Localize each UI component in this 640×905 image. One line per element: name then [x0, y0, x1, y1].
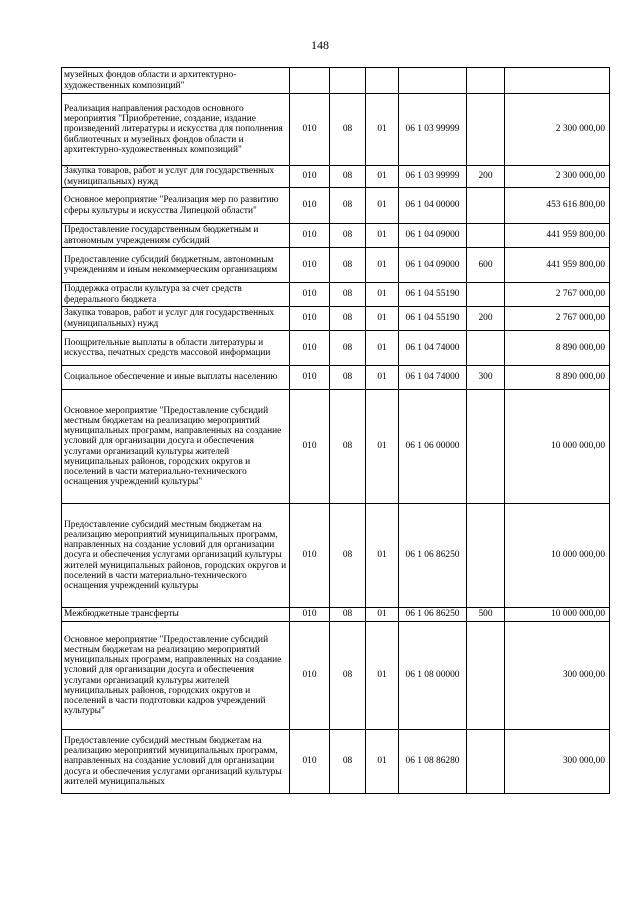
cell-amount: [505, 68, 610, 94]
cell-description: Поощрительные выплаты в области литературы и искусства, печатных средств массовой информации: [62, 331, 290, 366]
cell-csr: 06 1 04 55190: [399, 283, 467, 307]
cell-amount: 8 890 000,00: [505, 366, 610, 390]
cell-amount: 10 000 000,00: [505, 390, 610, 504]
cell-gr: 010: [290, 730, 330, 794]
cell-amount: 441 959 800,00: [505, 248, 610, 283]
cell-amount: 2 767 000,00: [505, 283, 610, 307]
cell-gr: 010: [290, 224, 330, 248]
cell-pr: 01: [366, 608, 399, 622]
cell-gr: 010: [290, 94, 330, 166]
cell-csr: 06 1 03 99999: [399, 166, 467, 188]
cell-csr: 06 1 06 86250: [399, 608, 467, 622]
cell-vr: [467, 730, 505, 794]
cell-rz: [330, 68, 366, 94]
cell-amount: 10 000 000,00: [505, 504, 610, 608]
cell-rz: 08: [330, 248, 366, 283]
cell-pr: 01: [366, 307, 399, 331]
cell-gr: 010: [290, 366, 330, 390]
cell-rz: 08: [330, 390, 366, 504]
table-row: [62, 331, 610, 366]
cell-gr: 010: [290, 331, 330, 366]
cell-rz: 08: [330, 366, 366, 390]
cell-csr: 06 1 06 86250: [399, 504, 467, 608]
cell-gr: 010: [290, 248, 330, 283]
cell-csr: 06 1 04 09000: [399, 248, 467, 283]
cell-vr: [467, 188, 505, 224]
cell-description: Предоставление государственным бюджетным и автономным учреждениям субсидий: [62, 224, 290, 248]
page-number: 148: [311, 38, 329, 52]
cell-csr: [399, 68, 467, 94]
cell-rz: 08: [330, 504, 366, 608]
cell-gr: [290, 68, 330, 94]
cell-vr: [467, 331, 505, 366]
cell-vr: 300: [467, 366, 505, 390]
cell-pr: 01: [366, 188, 399, 224]
cell-csr: 06 1 04 55190: [399, 307, 467, 331]
cell-pr: 01: [366, 166, 399, 188]
cell-description: Закупка товаров, работ и услуг для государственных (муниципальных) нужд: [62, 307, 290, 331]
cell-pr: 01: [366, 390, 399, 504]
cell-description: Социальное обеспечение и иные выплаты населению: [62, 366, 290, 390]
cell-vr: [467, 224, 505, 248]
cell-csr: 06 1 08 86280: [399, 730, 467, 794]
cell-vr: [467, 622, 505, 730]
cell-vr: [467, 94, 505, 166]
cell-gr: 010: [290, 307, 330, 331]
table-row: [62, 730, 610, 794]
cell-amount: 300 000,00: [505, 730, 610, 794]
cell-csr: 06 1 04 00000: [399, 188, 467, 224]
cell-pr: 01: [366, 504, 399, 608]
table-row: [62, 622, 610, 730]
cell-amount: 2 300 000,00: [505, 166, 610, 188]
table-row: [62, 283, 610, 307]
cell-rz: 08: [330, 608, 366, 622]
cell-csr: 06 1 04 74000: [399, 331, 467, 366]
cell-amount: 453 616 800,00: [505, 188, 610, 224]
table-row: [62, 366, 610, 390]
cell-description: Реализация направления расходов основного мероприятия "Приобретение, создание, издание произведений литературы и искусства для пополнения библиотечных и музейных фондов области и архитектурно-художественных композиций": [62, 94, 290, 166]
cell-csr: 06 1 03 99999: [399, 94, 467, 166]
cell-amount: 10 000 000,00: [505, 608, 610, 622]
cell-vr: 500: [467, 608, 505, 622]
cell-description: Основное мероприятие "Реализация мер по развитию сферы культуры и искусства Липецкой области": [62, 188, 290, 224]
cell-rz: 08: [330, 622, 366, 730]
cell-amount: 441 959 800,00: [505, 224, 610, 248]
cell-amount: 2 300 000,00: [505, 94, 610, 166]
table-row: [62, 224, 610, 248]
cell-gr: 010: [290, 504, 330, 608]
cell-rz: 08: [330, 283, 366, 307]
cell-rz: 08: [330, 307, 366, 331]
table-row: [62, 166, 610, 188]
cell-pr: [366, 68, 399, 94]
cell-pr: 01: [366, 283, 399, 307]
cell-vr: [467, 390, 505, 504]
cell-description: Предоставление субсидий местным бюджетам на реализацию мероприятий муниципальных программ, направленных на создание условий для организации досуга и обеспечения услугами организаций культуры жителей муниципальных районов, городских округов и поселений в части материально-технического оснащения учреждений культуры: [62, 504, 290, 608]
cell-csr: 06 1 08 00000: [399, 622, 467, 730]
cell-amount: 300 000,00: [505, 622, 610, 730]
cell-rz: 08: [330, 166, 366, 188]
cell-gr: 010: [290, 622, 330, 730]
cell-description: Предоставление субсидий бюджетным, автономным учреждениям и иным некоммерческим организациям: [62, 248, 290, 283]
cell-pr: 01: [366, 622, 399, 730]
cell-vr: 200: [467, 166, 505, 188]
cell-gr: 010: [290, 390, 330, 504]
cell-rz: 08: [330, 224, 366, 248]
cell-rz: 08: [330, 331, 366, 366]
table-row: [62, 504, 610, 608]
cell-vr: 600: [467, 248, 505, 283]
cell-gr: 010: [290, 608, 330, 622]
cell-description: Основное мероприятие "Предоставление субсидий местным бюджетам на реализацию мероприятий муниципальных программ, направленных на создание условий для организации досуга и обеспечения услугами организаций культуры жителей муниципальных районов, городских округов и поселений в части подготовки кадров учреждений культуры": [62, 622, 290, 730]
cell-csr: 06 1 06 00000: [399, 390, 467, 504]
cell-description: Предоставление субсидий местным бюджетам на реализацию мероприятий муниципальных программ, направленных на создание условий для организации досуга и обеспечения услугами организаций культуры жителей муниципальных: [62, 730, 290, 794]
table-row: [62, 608, 610, 622]
cell-csr: 06 1 04 09000: [399, 224, 467, 248]
table-row: [62, 94, 610, 166]
cell-vr: [467, 504, 505, 608]
cell-amount: 8 890 000,00: [505, 331, 610, 366]
cell-description: Поддержка отрасли культура за счет средств федерального бюджета: [62, 283, 290, 307]
cell-pr: 01: [366, 366, 399, 390]
table-row: [62, 68, 610, 94]
cell-gr: 010: [290, 166, 330, 188]
cell-rz: 08: [330, 188, 366, 224]
cell-pr: 01: [366, 94, 399, 166]
cell-rz: 08: [330, 730, 366, 794]
cell-description: Основное мероприятие "Предоставление субсидий местным бюджетам на реализацию мероприятий муниципальных программ, направленных на создание условий для организации досуга и обеспечения услугами организаций культуры жителей муниципальных районов, городских округов и поселений в части материально-технического оснащения учреждений культуры": [62, 390, 290, 504]
cell-pr: 01: [366, 248, 399, 283]
table-row: [62, 390, 610, 504]
cell-pr: 01: [366, 224, 399, 248]
cell-description: Межбюджетные трансферты: [62, 608, 290, 622]
cell-description: Закупка товаров, работ и услуг для государственных (муниципальных) нужд: [62, 166, 290, 188]
table-row: [62, 248, 610, 283]
cell-gr: 010: [290, 188, 330, 224]
cell-rz: 08: [330, 94, 366, 166]
budget-table: [61, 67, 610, 794]
cell-vr: 200: [467, 307, 505, 331]
cell-description: музейных фондов области и архитектурно-художественных композиций": [62, 68, 290, 94]
cell-gr: 010: [290, 283, 330, 307]
cell-csr: 06 1 04 74000: [399, 366, 467, 390]
cell-pr: 01: [366, 331, 399, 366]
table-row: [62, 307, 610, 331]
table-row: [62, 188, 610, 224]
cell-pr: 01: [366, 730, 399, 794]
cell-vr: [467, 283, 505, 307]
cell-amount: 2 767 000,00: [505, 307, 610, 331]
cell-vr: [467, 68, 505, 94]
